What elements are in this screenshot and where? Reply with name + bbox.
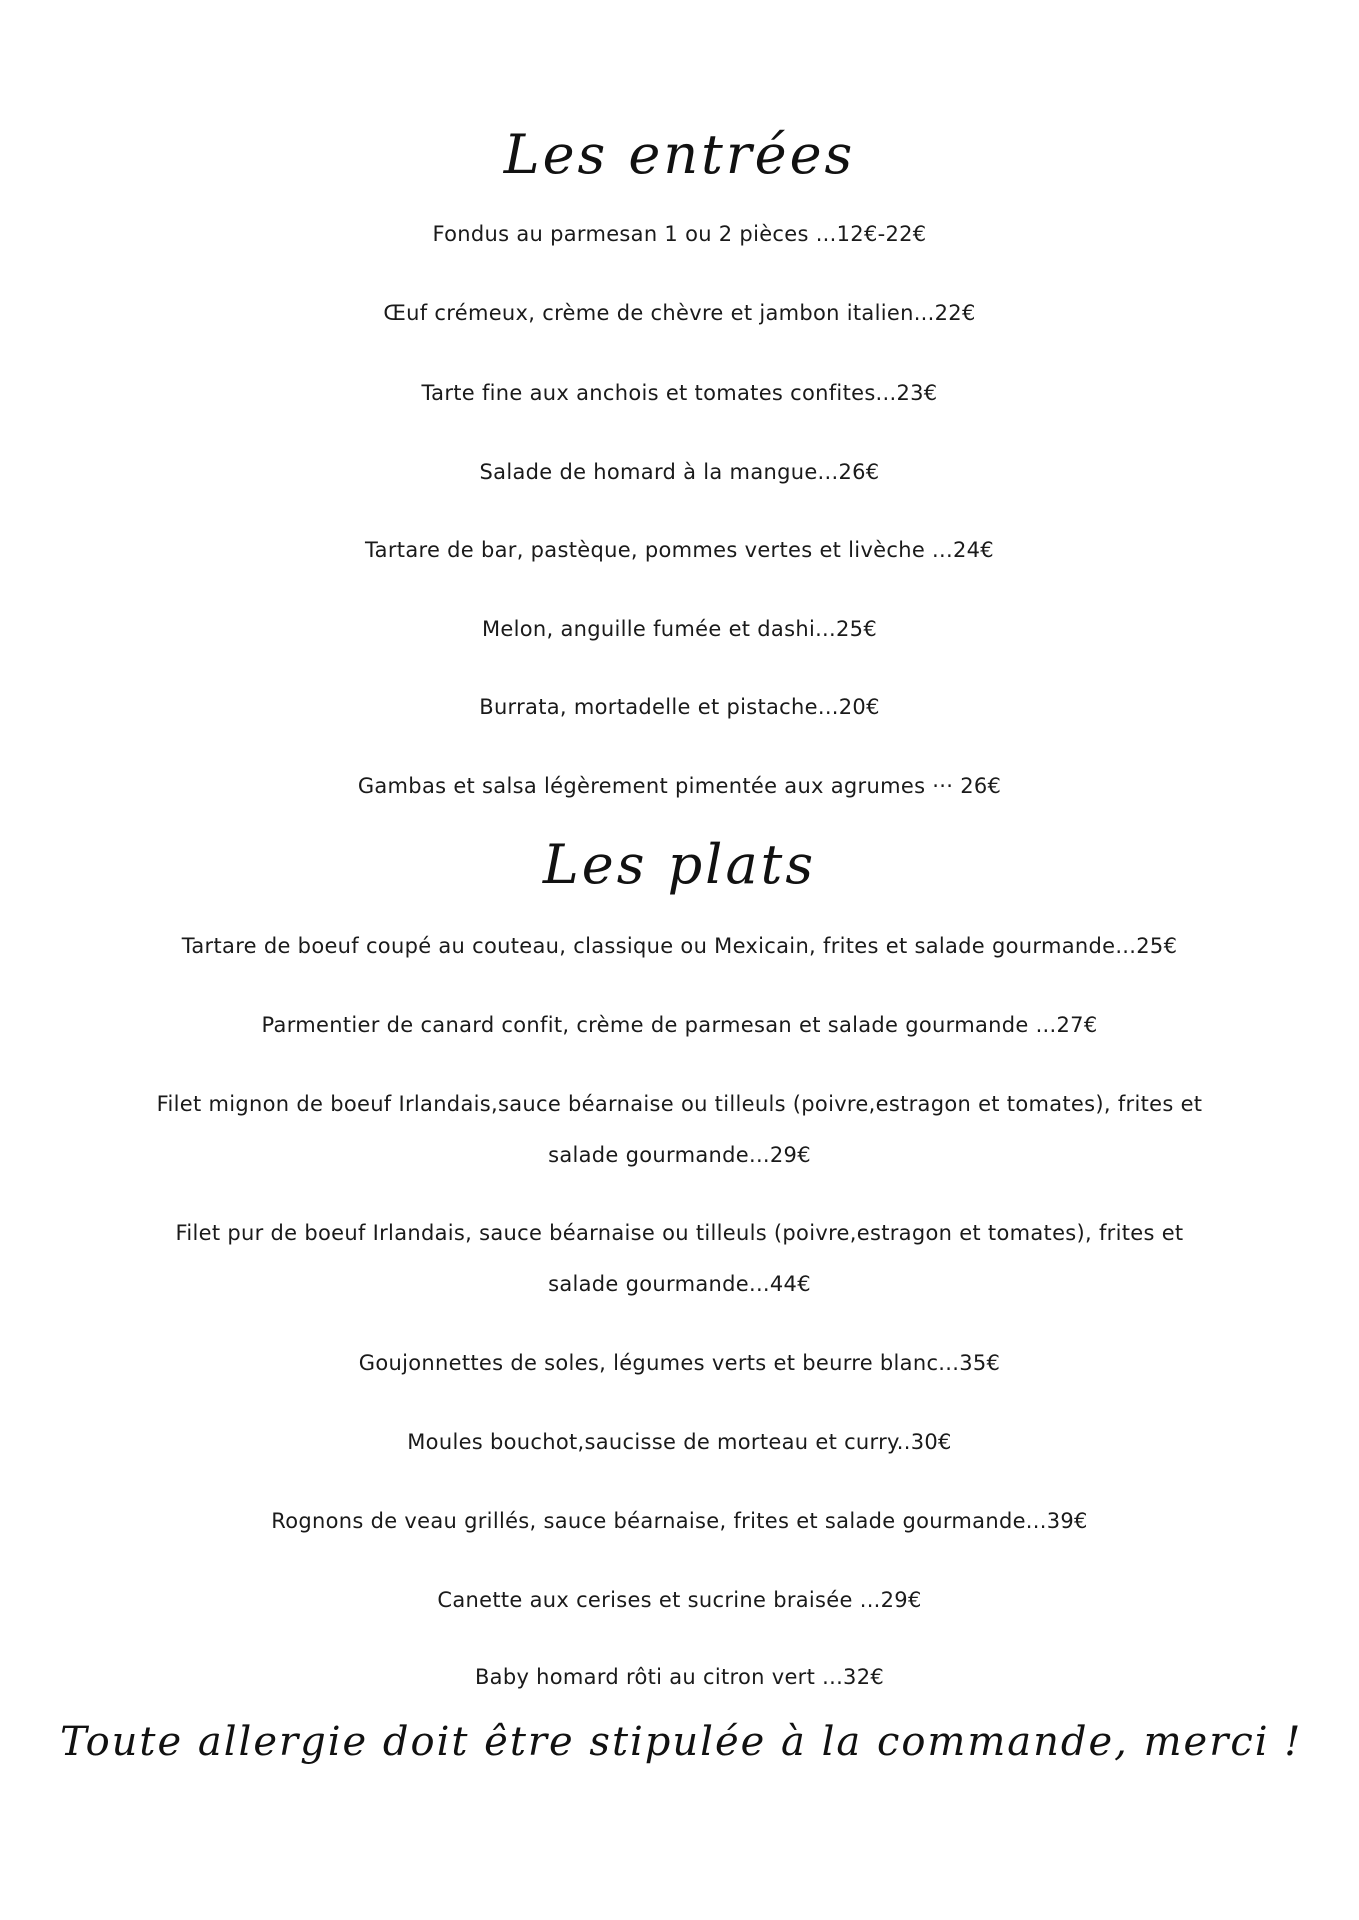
menu-item: Canette aux cerises et sucrine braisée ...29€: [437, 1588, 922, 1612]
menu-item: Burrata, mortadelle et pistache...20€: [479, 695, 880, 719]
menu-item: Salade de homard à la mangue...26€: [479, 460, 880, 484]
section-title-plats: Les plats: [542, 833, 817, 896]
allergy-note: Toute allergie doit être stipulée à la commande, merci !: [60, 1719, 1303, 1765]
section-title-entrees: Les entrées: [503, 123, 856, 186]
menu-item: Filet mignon de boeuf Irlandais,sauce béarnaise ou tilleuls (poivre,estragon et tomates), frites et salade gourmande...29€: [156, 1092, 1203, 1167]
menu-item: Fondus au parmesan 1 ou 2 pièces ...12€-22€: [432, 222, 927, 246]
menu-item: Melon, anguille fumée et dashi...25€: [482, 617, 877, 641]
menu-item: Parmentier de canard confit, crème de parmesan et salade gourmande ...27€: [261, 1013, 1098, 1037]
menu-item: Tartare de bar, pastèque, pommes vertes et livèche ...24€: [365, 538, 994, 562]
menu-item: Filet pur de boeuf Irlandais, sauce béarnaise ou tilleuls (poivre,estragon et tomates), frites et salade gourmande...44€: [175, 1221, 1184, 1296]
menu-item: Goujonnettes de soles, légumes verts et beurre blanc...35€: [358, 1351, 1001, 1375]
menu-item: Moules bouchot,saucisse de morteau et curry..30€: [407, 1430, 952, 1454]
menu-item: Rognons de veau grillés, sauce béarnaise, frites et salade gourmande...39€: [271, 1509, 1088, 1533]
menu-item: Tartare de boeuf coupé au couteau, classique ou Mexicain, frites et salade gourmande...25€: [181, 934, 1178, 958]
menu-item: Œuf crémeux, crème de chèvre et jambon italien...22€: [383, 301, 976, 325]
menu-item: Baby homard rôti au citron vert ...32€: [474, 1665, 885, 1689]
menu-item: Tarte fine aux anchois et tomates confites...23€: [421, 381, 938, 405]
menu-item: Gambas et salsa légèrement pimentée aux agrumes ··· 26€: [357, 774, 1002, 798]
